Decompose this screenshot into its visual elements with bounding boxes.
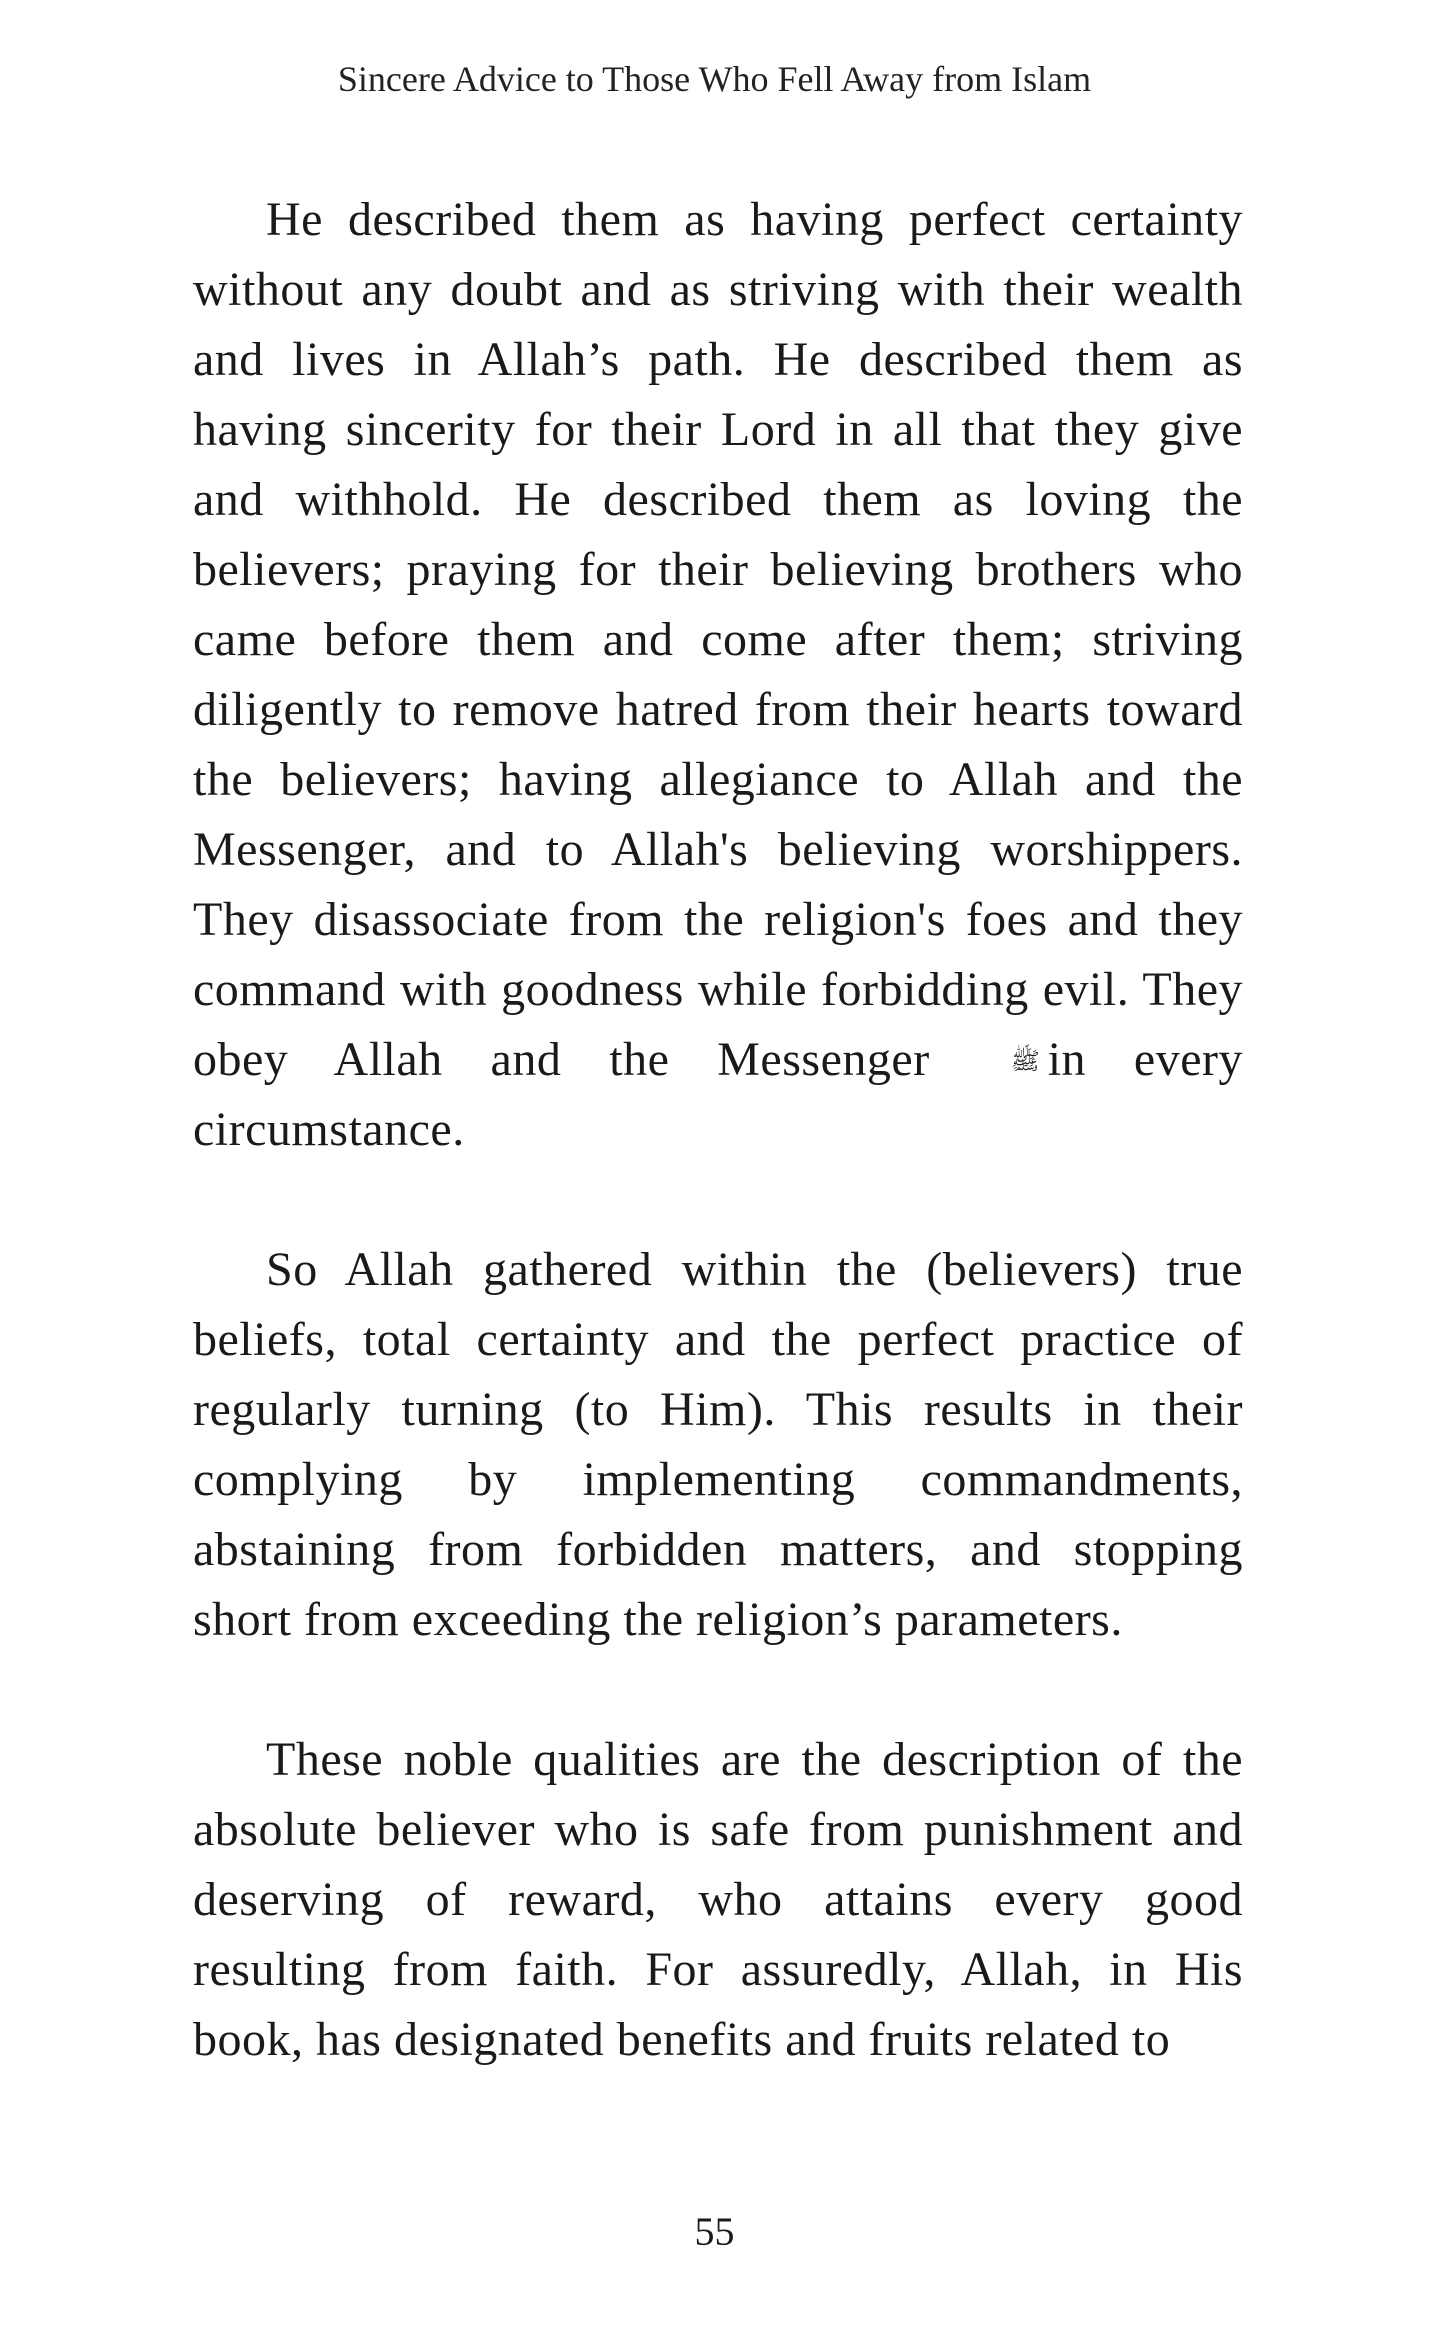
- honorific-glyph: ﷺ: [1010, 1047, 1040, 1075]
- paragraph-2: So Allah gathered within the (believers) true beliefs, total certainty and the perfect practice of regularly turning (to Him). This results in their complying by implementing commandments, abstaining from forbidden matters, and stopping short from exceeding the religion’s parameters.: [193, 1243, 1243, 1646]
- body-text: [193, 185, 1243, 2075]
- running-header: Sincere Advice to Those Who Fell Away from Islam: [337, 59, 1092, 99]
- paragraph-1-text-end: in every circumstance.: [193, 1033, 1243, 1156]
- paragraph-1: [193, 185, 1243, 1165]
- paragraph-1-text: He described them as having perfect certainty without any doubt and as striving with their wealth and lives in Allah’s path. He described them as having sincerity for their Lord in all that they give and withhold. He described them as loving the believers; praying for their believing brothers who came before them and come after them; striving diligently to remove hatred from their hearts toward the believers; having allegiance to Allah and the Messenger, and to Allah's believing worshippers. They disassociate from the religion's foes and they command with goodness while forbidding evil. They obey Allah and the Messenger: [193, 193, 1243, 1086]
- page-number: 55: [694, 2209, 735, 2254]
- paragraph-3: These noble qualities are the description of the absolute believer who is safe from punishment and deserving of reward, who attains every good resulting from faith. For assuredly, Allah, in His book, has designated benefits and fruits related to: [193, 1733, 1243, 2066]
